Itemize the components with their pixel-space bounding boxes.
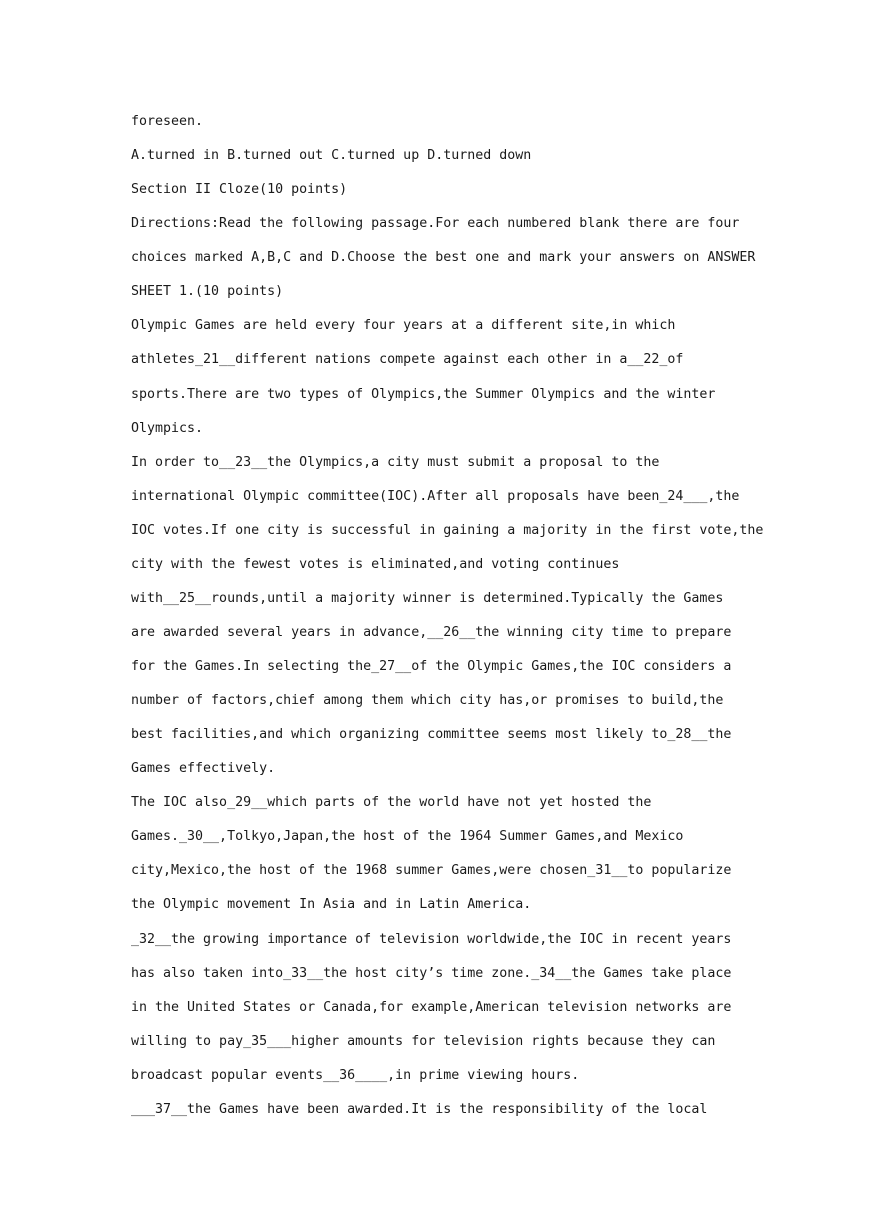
directions-line: SHEET 1.(10 points) [131,284,284,300]
passage-line: IOC votes.If one city is successful in gaining a majority in the first vote,the [131,522,764,538]
passage-line: has also taken into_33__the host city’s time zone._34__the Games take place [131,965,732,981]
passage-line: broadcast popular events__36____,in prime viewing hours. [131,1067,580,1083]
passage-line: sports.There are two types of Olympics,the Summer Olympics and the winter [131,386,716,402]
passage-line: ___37__the Games have been awarded.It is the responsibility of the local [131,1101,708,1117]
passage-line: international Olympic committee(IOC).After all proposals have been_24___,the [131,488,740,504]
directions-line: choices marked A,B,C and D.Choose the best one and mark your answers on ANSWER [131,250,756,266]
passage-line: In order to__23__the Olympics,a city must submit a proposal to the [131,454,660,470]
passage-line: with__25__rounds,until a majority winner is determined.Typically the Games [131,590,724,606]
passage-line: athletes_21__different nations compete against each other in a__22_of [131,352,684,368]
passage-line: Olympic Games are held every four years at a different site,in which [131,318,676,334]
passage-line: for the Games.In selecting the_27__of the Olympic Games,the IOC considers a [131,659,732,674]
passage-line: are awarded several years in advance,__26__the winning city time to prepare [131,624,732,640]
passage-line: best facilities,and which organizing committee seems most likely to_28__the [131,727,732,743]
passage-line: Games effectively. [131,761,276,777]
passage-line: Games._30__,Tolkyo,Japan,the host of the 1964 Summer Games,and Mexico [131,829,684,845]
section-heading: Section II Cloze(10 points) [131,182,348,198]
directions-line: Directions:Read the following passage.For each numbered blank there are four [131,216,740,232]
exam-text-block [131,111,764,1133]
passage-line: willing to pay_35___higher amounts for television rights because they can [131,1033,716,1049]
passage-line: city with the fewest votes is eliminated,and voting continues [131,556,620,572]
passage-line: The IOC also_29__which parts of the world have not yet hosted the [131,795,652,811]
passage-line: city,Mexico,the host of the 1968 summer Games,were chosen_31__to popularize [131,863,732,879]
passage-line: the Olympic movement In Asia and in Latin America. [131,897,532,913]
passage-line: _32__the growing importance of television worldwide,the IOC in recent years [131,931,732,947]
passage-line: number of factors,chief among them which city has,or promises to build,the [131,693,724,709]
passage-line: Olympics. [131,420,204,436]
passage-line: in the United States or Canada,for example,American television networks are [131,999,732,1015]
text-line-continuation: foreseen. [131,114,204,129]
text-line-question-options: A.turned in B.turned out C.turned up D.turned down [131,148,532,164]
